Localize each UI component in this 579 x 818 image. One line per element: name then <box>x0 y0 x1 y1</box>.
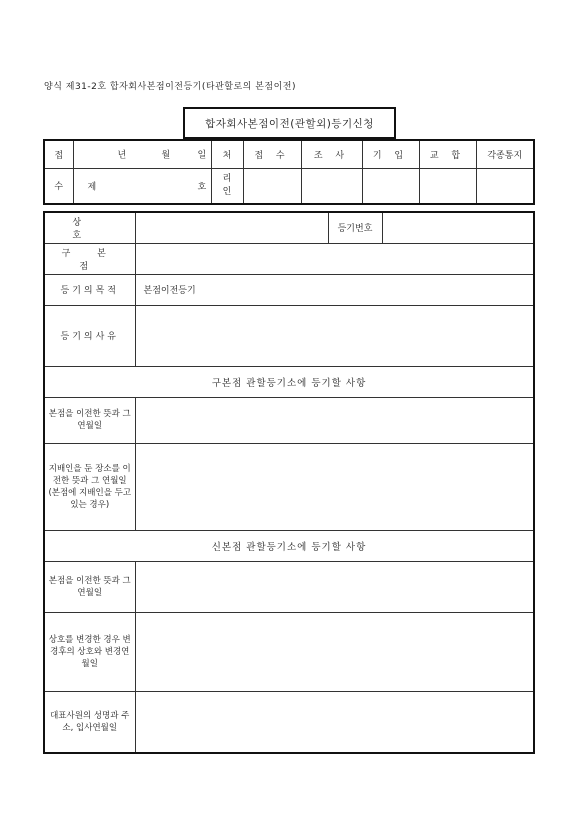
old-hq-label: 구 본 점 <box>61 248 118 272</box>
receipt-number-cell[interactable] <box>73 168 211 204</box>
purpose-value: 본점이전등기 <box>143 286 196 296</box>
year-label: 년 <box>117 150 127 161</box>
rep-partner-label: 대표사원의 성명과 주소, 입사연월일 <box>50 710 130 733</box>
josa-stamp-cell[interactable] <box>301 168 362 204</box>
col-notice-header <box>476 140 534 168</box>
jeopsu-stamp-cell[interactable] <box>243 168 301 204</box>
number-ho-label: 호 <box>197 182 207 193</box>
reg-no-value-cell[interactable] <box>382 212 534 243</box>
col-jeopsu-header <box>243 140 301 168</box>
giip-stamp-cell[interactable] <box>362 168 419 204</box>
new-hq-section-heading <box>44 530 534 561</box>
col-josa-header <box>301 140 362 168</box>
name-change-label: 상호를 변경한 경우 변경후의 상호와 변경연월일 <box>48 634 131 669</box>
old-move-date-value-cell[interactable] <box>135 397 534 443</box>
old-hq-section-heading-text: 구본점 관할등기소에 등기할 사항 <box>211 377 367 389</box>
new-move-date-label: 본점을 이전한 뜻과 그 연월일 <box>48 575 131 598</box>
receipt-table <box>43 139 535 205</box>
old-hq-section-heading <box>44 366 534 397</box>
old-hq-value-cell[interactable] <box>135 243 534 274</box>
application-table <box>43 211 535 754</box>
purpose-label-cell <box>44 274 135 305</box>
purpose-value-cell[interactable] <box>135 274 534 305</box>
manager-move-value-cell[interactable] <box>135 443 534 530</box>
form-title-text: 합자회사본점이전(관할외)등기신청 <box>205 117 374 130</box>
reg-no-label-cell <box>328 212 382 243</box>
col-gyohap-header <box>419 140 476 168</box>
old-move-date-label: 본점을 이전한 뜻과 그 연월일 <box>48 409 131 431</box>
receipt-date-cell[interactable] <box>73 140 211 168</box>
sangho-label-cell <box>44 212 135 243</box>
sangho-label: 상 호 <box>72 217 108 241</box>
name-change-label-cell <box>44 612 135 691</box>
new-move-date-label-cell <box>44 561 135 612</box>
new-move-date-value-cell[interactable] <box>135 561 534 612</box>
rep-partner-value-cell[interactable] <box>135 691 534 753</box>
cheoriin-cell-bottom <box>211 168 243 204</box>
new-hq-section-heading-text: 신본점 관할등기소에 등기할 사항 <box>211 541 367 553</box>
cheoriin-char-3: 인 <box>222 186 232 197</box>
number-je-label: 제 <box>87 182 97 193</box>
name-change-value-cell[interactable] <box>135 612 534 691</box>
sangho-value-cell[interactable] <box>135 212 328 243</box>
reason-value-cell[interactable] <box>135 305 534 366</box>
col-jeopsu-label: 접 수 <box>254 150 290 161</box>
col-giip-label: 기 입 <box>372 150 409 161</box>
day-label: 일 <box>197 150 207 161</box>
col-josa-label: 조 사 <box>313 150 350 161</box>
gyohap-stamp-cell[interactable] <box>419 168 476 204</box>
reason-label: 등기의사유 <box>60 332 119 342</box>
form-code: 양식 제31-2호 합자회사본점이전등기(타관할로의 본점이전) <box>44 82 296 92</box>
receipt-su-cell <box>44 168 73 204</box>
col-notice-label: 각종통지 <box>487 150 523 161</box>
manager-move-label: 지배인을 둔 장소를 이전한 뜻과 그 연월일 (본점에 지배인을 두고 있는 경우) <box>48 463 132 510</box>
cheoriin-char-1: 처 <box>222 150 232 161</box>
cheoriin-cell-top <box>211 140 243 168</box>
col-gyohap-label: 교 합 <box>429 150 466 161</box>
purpose-label: 등기의목적 <box>60 286 119 296</box>
receipt-jeop-cell <box>44 140 73 168</box>
reason-label-cell <box>44 305 135 366</box>
old-move-date-label-cell <box>44 397 135 443</box>
form-title <box>183 107 396 139</box>
cheoriin-char-2: 리 <box>222 173 232 184</box>
old-hq-label-cell <box>44 243 135 274</box>
manager-move-label-cell <box>44 443 135 530</box>
reg-no-label: 등기번호 <box>337 224 373 235</box>
receipt-su-label: 수 <box>54 182 64 193</box>
notice-stamp-cell[interactable] <box>476 168 534 204</box>
col-giip-header <box>362 140 419 168</box>
month-label: 월 <box>161 150 171 161</box>
receipt-jeop-label: 접 <box>54 150 64 161</box>
rep-partner-label-cell <box>44 691 135 753</box>
